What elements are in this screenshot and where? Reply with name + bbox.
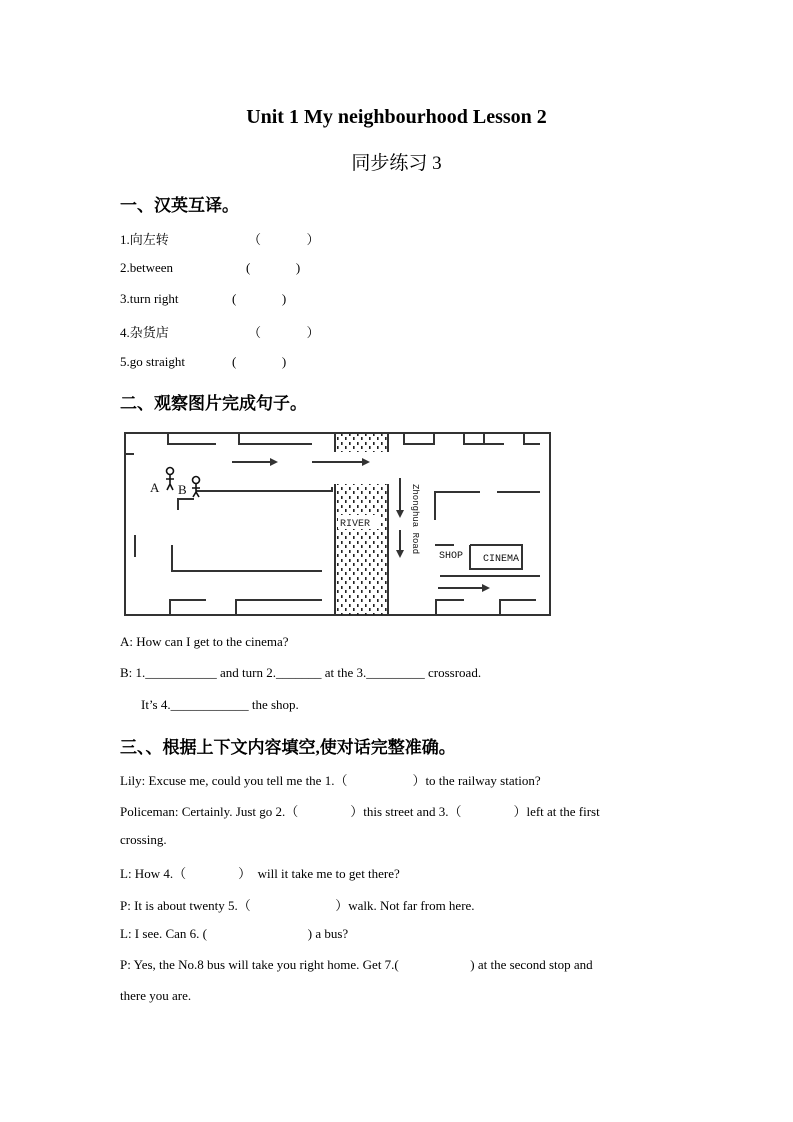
dialogue-line: crossing. — [120, 832, 167, 847]
answer-blank: ( ) — [232, 291, 287, 306]
page-subtitle: 同步练习 3 — [351, 153, 442, 174]
answer-blank: （ ） — [248, 325, 320, 340]
dialogue-line: B: 1.___________ and turn 2._______ at the 3._________ crossroad. — [120, 665, 482, 680]
translation-item: 5.go straight — [120, 354, 185, 369]
dialogue-line: A: How can I get to the cinema? — [120, 634, 289, 649]
person-b-icon — [192, 477, 200, 498]
river-label: RIVER — [340, 519, 371, 530]
section-3-heading: 三、、根据上下文内容填空,使对话完整准确。 — [120, 738, 456, 757]
translation-item: 3.turn right — [120, 291, 179, 306]
page-title: Unit 1 My neighbourhood Lesson 2 — [246, 106, 547, 128]
cinema-label: CINEMA — [483, 554, 520, 565]
dialogue-line: P: Yes, the No.8 bus will take you right home. Get 7.( ) at the second stop and — [120, 957, 593, 972]
translation-item: 2.between — [120, 260, 174, 275]
road-label: Zhonghua Road — [410, 484, 420, 555]
dialogue-line: L: I see. Can 6. ( ) a bus? — [120, 926, 349, 941]
translation-item: 4.杂货店 — [120, 325, 169, 340]
answer-blank: ( ) — [246, 260, 301, 275]
dialogue-line: there you are. — [120, 988, 192, 1003]
river-south — [335, 484, 388, 615]
shop-label: SHOP — [439, 551, 464, 562]
neighbourhood-map — [124, 432, 551, 616]
section-1-heading: 一、汉英互译。 — [120, 196, 239, 215]
label-b: B — [178, 482, 187, 497]
person-a-icon — [166, 468, 174, 491]
dialogue-line: P: It is about twenty 5.（ ）walk. Not far from here. — [120, 898, 475, 913]
dialogue-line: Lily: Excuse me, could you tell me the 1.（ ）to the railway station? — [120, 773, 541, 788]
answer-blank: （ ） — [248, 232, 320, 247]
answer-blank: ( ) — [232, 354, 287, 369]
translation-item: 1.向左转 — [120, 232, 169, 247]
label-a: A — [150, 480, 160, 495]
dialogue-line: Policeman: Certainly. Just go 2.（ ）this street and 3.（ ）left at the first — [120, 804, 600, 819]
dialogue-line: L: How 4.（ ） will it take me to get there? — [120, 866, 400, 881]
river-north — [335, 434, 388, 452]
section-2-heading: 二、观察图片完成句子。 — [120, 394, 307, 413]
dialogue-line: It’s 4.____________ the shop. — [141, 697, 299, 712]
